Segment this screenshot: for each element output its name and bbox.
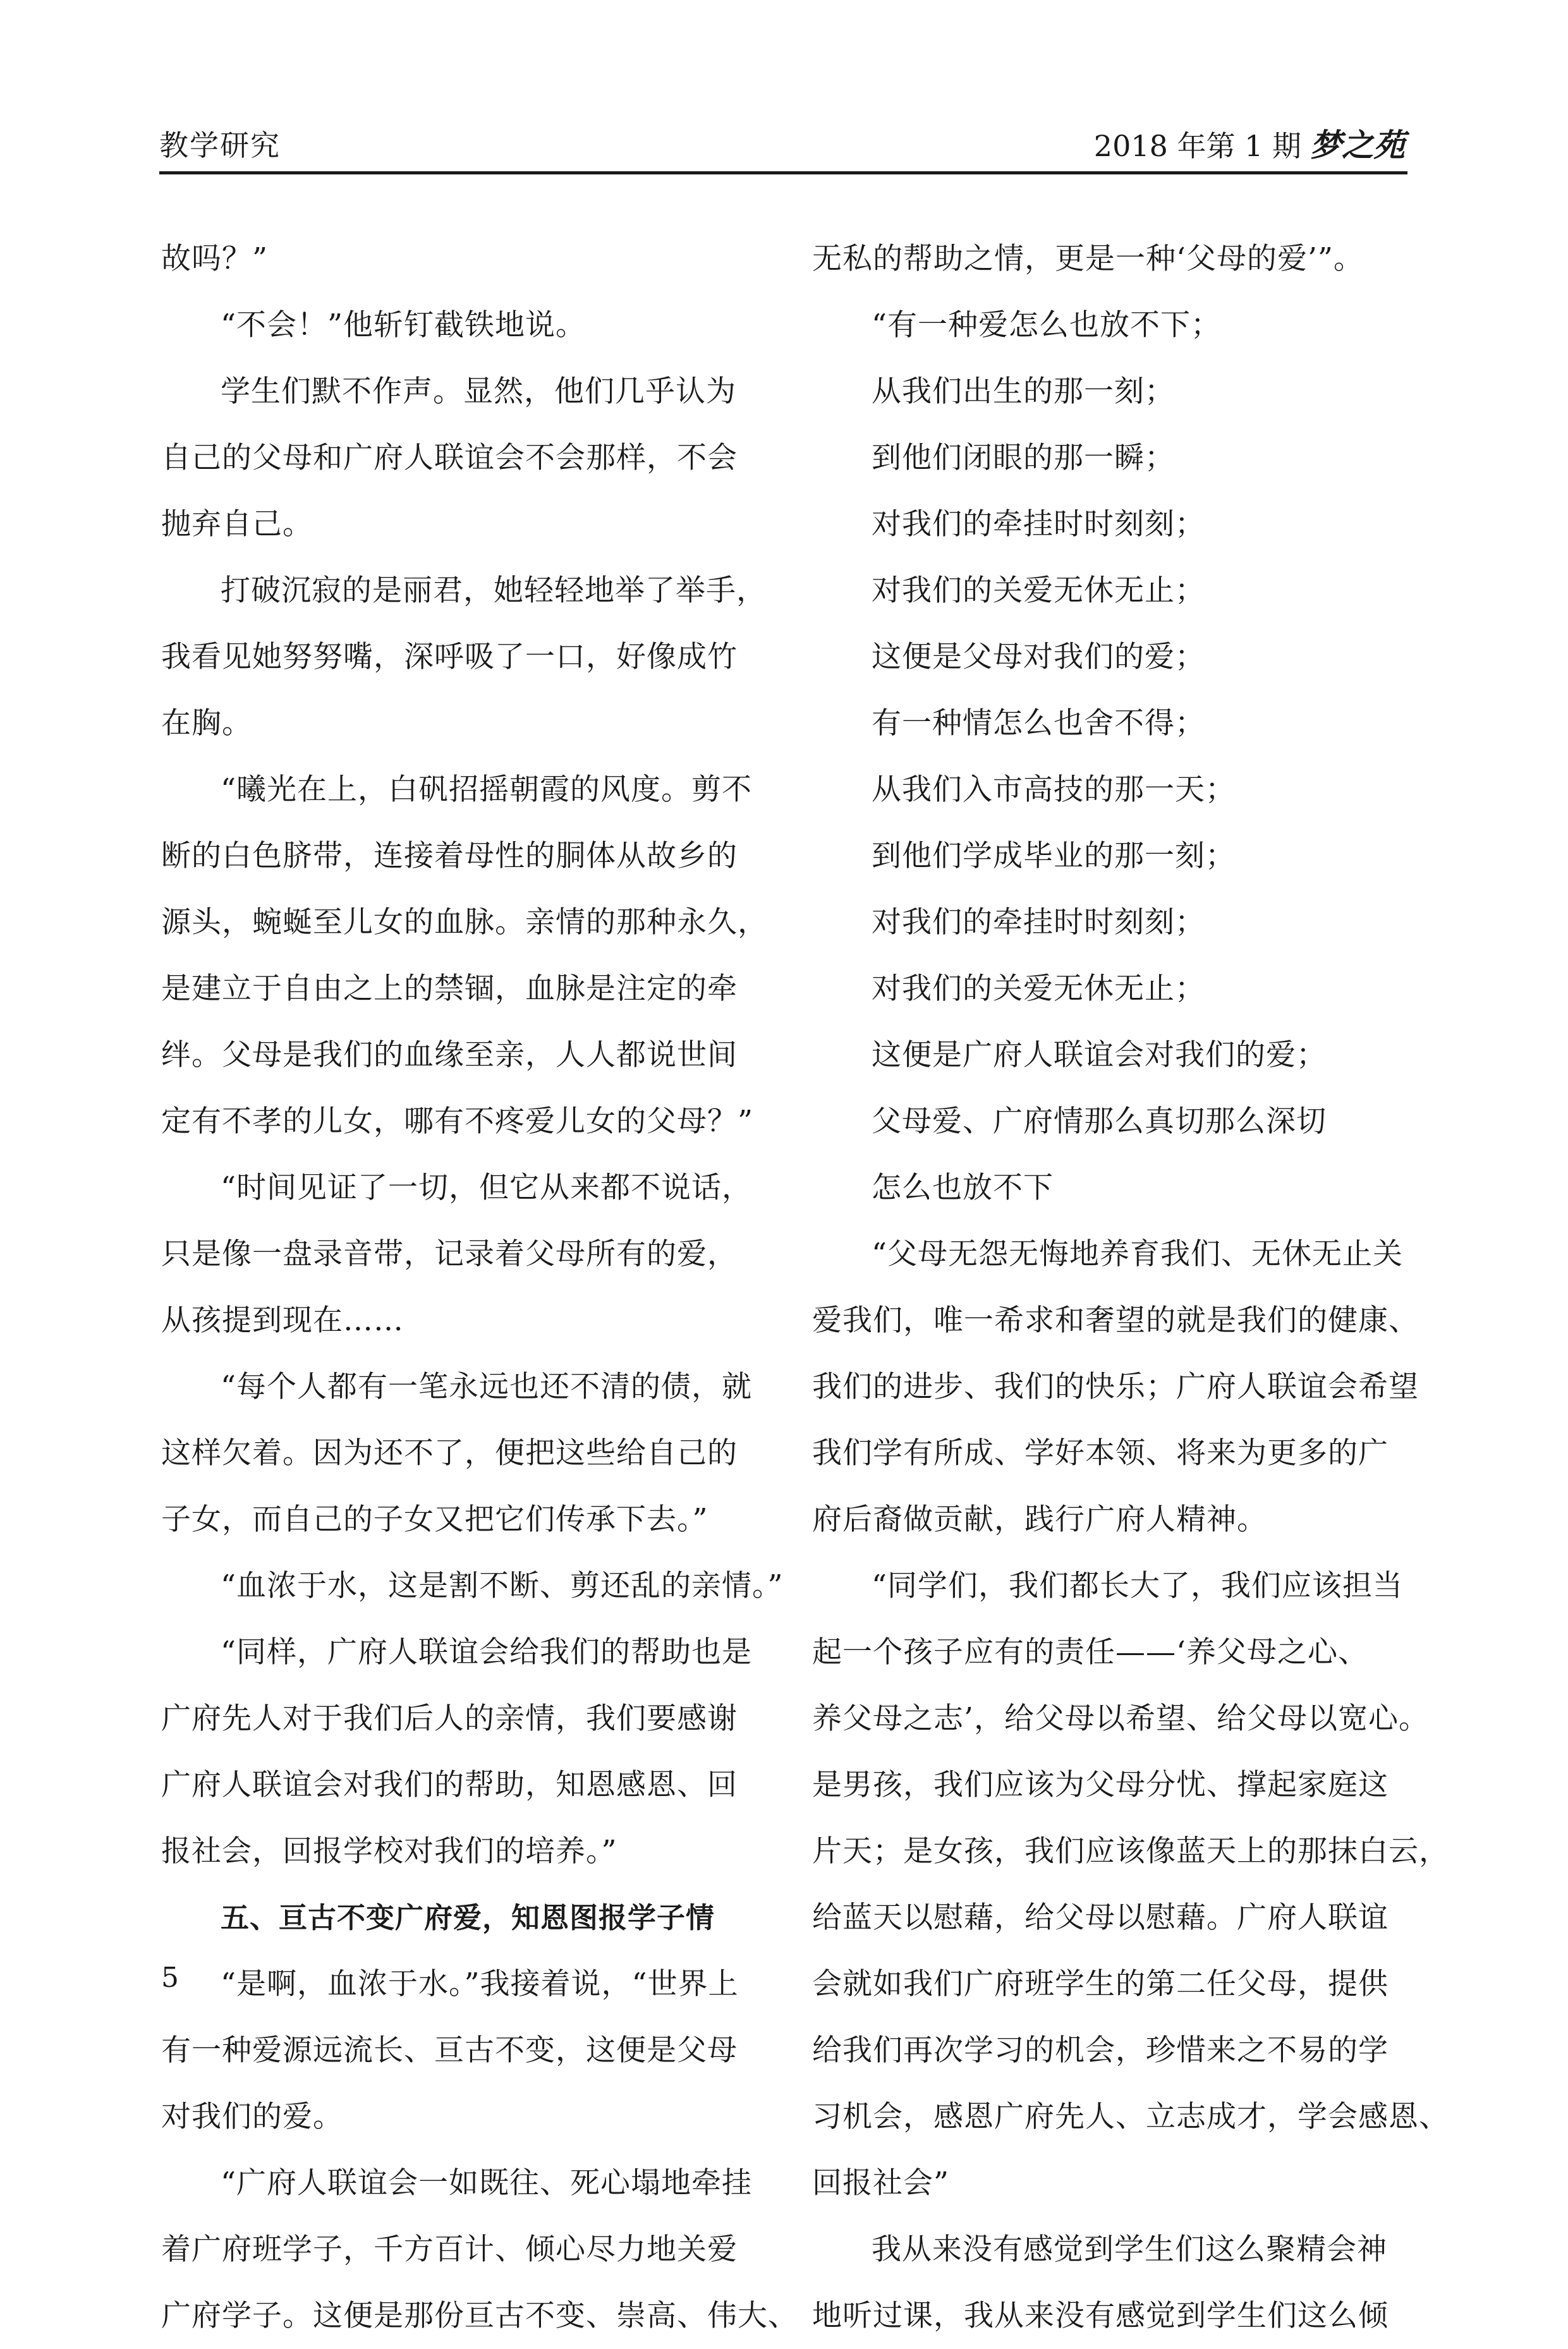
text-line: 对我们的牵挂时时刻刻； [872,507,1205,542]
text-line: 起一个孩子应有的责任——‘养父母之心、 [812,1635,1368,1670]
header-issue-info [1094,126,1405,165]
text-line: 学生们默不作声。显然，他们几乎认为 [221,374,736,409]
text-line: “是啊，血浓于水。”我接着说，“世界上 [221,1967,739,2001]
text-line: 从我们出生的那一刻； [872,374,1175,409]
text-line: “不会！”他斩钉截铁地说。 [221,308,586,343]
text-line: 广府学子。这便是那份亘古不变、崇高、伟大、 [161,2298,798,2333]
text-line: “血浓于水，这是割不断、剪还乱的亲情。” [221,1569,784,1603]
text-line: 这便是父母对我们的爱； [872,640,1205,674]
text-line: 地听过课，我从来没有感觉到学生们这么倾 [812,2298,1389,2333]
text-line: 绊。父母是我们的血缘至亲，人人都说世间 [161,1038,738,1072]
text-line: 是建立于自由之上的禁锢，血脉是注定的牵 [161,971,738,1006]
text-line: 广府先人对于我们后人的亲情，我们要感谢 [161,1701,738,1736]
header-section-title: 教学研究 [159,128,281,162]
text-line: 对我们的关爱无休无止； [872,573,1205,608]
text-line: 断的白色脐带，连接着母性的胴体从故乡的 [161,839,738,873]
text-line: 在胸。 [161,706,252,741]
text-line: 回报社会” [812,2166,950,2200]
text-line: 从孩提到现在…… [161,1303,404,1338]
text-line: 习机会，感恩广府先人、立志成才，学会感恩、 [812,2099,1449,2134]
text-line: 我看见她努努嘴，深呼吸了一口，好像成竹 [161,640,738,674]
text-line: 报社会，回报学校对我们的培养。” [161,1834,617,1869]
text-line: 我从来没有感觉到学生们这么聚精会神 [872,2232,1387,2267]
text-line: “同学们，我们都长大了，我们应该担当 [872,1569,1404,1603]
text-line: 给我们再次学习的机会，珍惜来之不易的学 [812,2033,1389,2068]
text-line: 从我们入市高技的那一天； [872,772,1236,807]
text-line: 对我们的爱。 [161,2099,343,2134]
text-line: 养父母之志’，给父母以希望、给父母以宽心。 [812,1701,1429,1736]
text-line: 给蓝天以慰藉，给父母以慰藉。广府人联谊 [812,1900,1389,1935]
text-line: 这样欠着。因为还不了，便把这些给自己的 [161,1436,738,1471]
text-line: “父母无怨无悔地养育我们、无休无止关 [872,1237,1404,1272]
left-text-column [161,226,798,2349]
header-divider [159,171,1407,174]
text-line: 源头，蜿蜒至儿女的血脉。亲情的那种永久， [161,905,768,940]
text-line: 子女，而自己的子女又把它们传承下去。” [161,1502,708,1537]
text-line: 定有不孝的儿女，哪有不疼爱儿女的父母？” [161,1104,754,1139]
text-line: 只是像一盘录音带，记录着父母所有的爱， [161,1237,738,1272]
text-line: 自己的父母和广府人联谊会不会那样，不会 [161,440,738,475]
text-line: “时间见证了一切，但它从来都不说话， [221,1170,753,1205]
text-line: “广府人联谊会一如既往、死心塌地牵挂 [221,2166,753,2200]
text-line: 有一种爱源远流长、亘古不变，这便是父母 [161,2033,738,2068]
journal-brand-logo: 梦之苑 [1310,126,1405,164]
text-line: 无私的帮助之情，更是一种‘父母的爱’”。 [812,241,1364,276]
text-line: 是男孩，我们应该为父母分忧、撑起家庭这 [812,1768,1389,1802]
header-issue: 2018 年第 1 期 [1093,129,1301,163]
text-line: 父母爱、广府情那么真切那么深切 [872,1104,1327,1139]
text-line: 着广府班学子，千方百计、倾心尽力地关爱 [161,2232,738,2267]
text-line: “每个人都有一笔永远也还不清的债，就 [221,1369,753,1404]
text-line: 故吗？” [161,241,269,276]
text-line: 我们学有所成、学好本领、将来为更多的广 [812,1436,1389,1471]
text-line: 爱我们，唯一希求和奢望的就是我们的健康、 [812,1303,1419,1338]
text-line: 怎么也放不下 [872,1170,1054,1205]
text-line: “曦光在上，白矾招摇朝霞的风度。剪不 [221,772,753,807]
text-line: 打破沉寂的是丽君，她轻轻地举了举手， [221,573,767,608]
text-line: “同样，广府人联谊会给我们的帮助也是 [221,1635,753,1670]
text-line: 会就如我们广府班学生的第二任父母，提供 [812,1967,1389,2001]
section-heading: 五、亘古不变广府爱，知恩图报学子情 [221,1901,715,1934]
text-line: 广府人联谊会对我们的帮助，知恩感恩、回 [161,1768,738,1802]
text-line: 这便是广府人联谊会对我们的爱； [872,1038,1327,1072]
text-line: 到他们闭眼的那一瞬； [872,440,1175,475]
text-line: 对我们的关爱无休无止； [872,971,1205,1006]
text-line: 我们的进步、我们的快乐；广府人联谊会希望 [812,1369,1419,1404]
text-line: “有一种爱怎么也放不下； [872,308,1222,343]
text-line: 抛弃自己。 [161,507,313,542]
text-line: 有一种情怎么也舍不得； [872,706,1205,741]
text-line: 府后裔做贡献，践行广府人精神。 [812,1502,1267,1537]
text-line: 对我们的牵挂时时刻刻； [872,905,1205,940]
right-text-column [812,226,1449,2349]
text-line: 到他们学成毕业的那一刻； [872,839,1236,873]
text-line: 片天；是女孩，我们应该像蓝天上的那抹白云， [812,1834,1449,1869]
page-number: 5 [161,1962,179,1994]
